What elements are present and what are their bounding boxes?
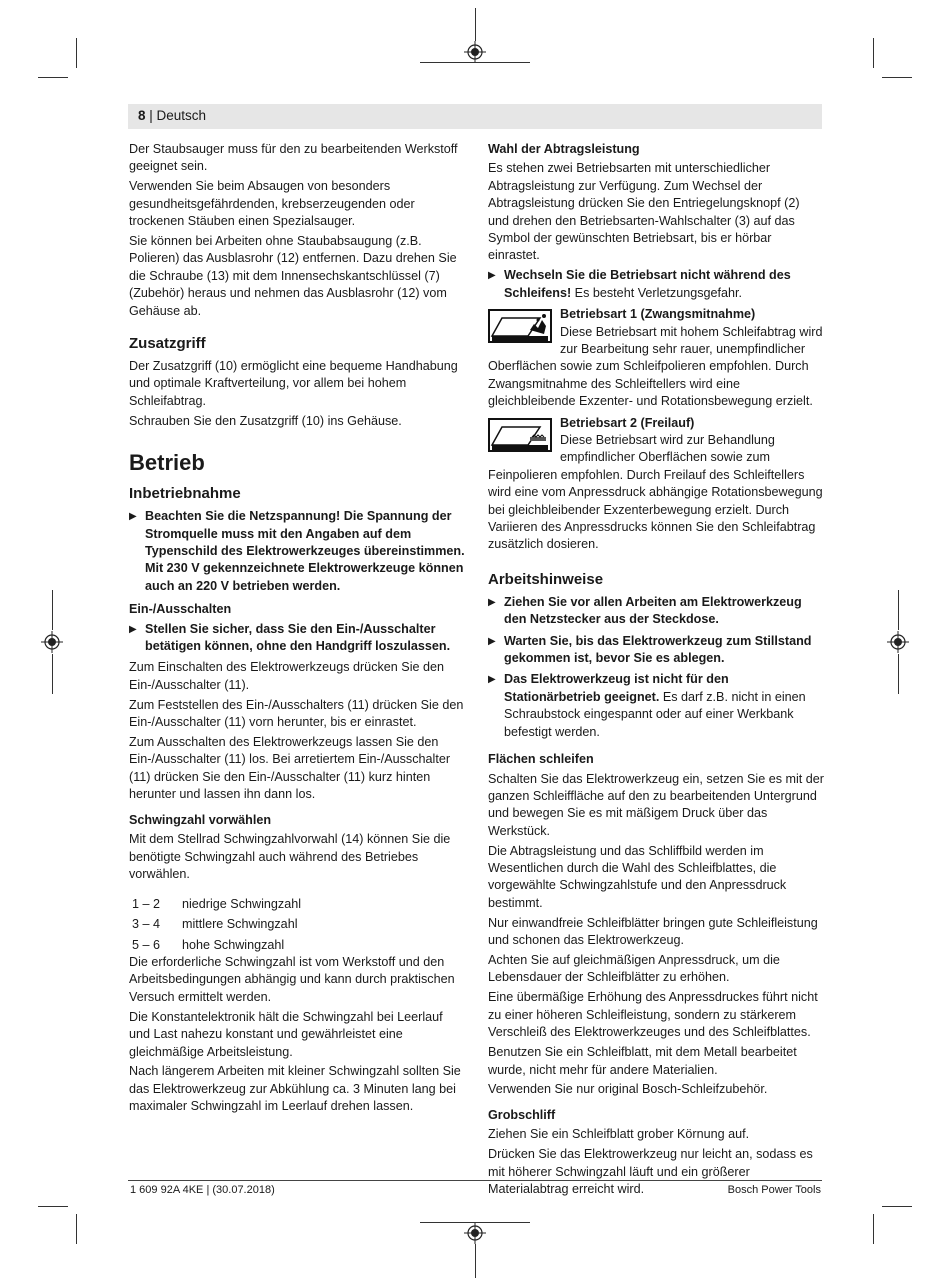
paragraph: Mit dem Stellrad Schwingzahlvorwahl (14) können Sie die benötigte Schwingzahl auch während des Betriebes vorwählen. (129, 832, 451, 881)
paragraph: Ziehen Sie ein Schleifblatt grober Körnung auf. (488, 1127, 750, 1142)
registration-mark-icon (887, 631, 909, 653)
fine-polishing-mode-icon (488, 417, 552, 453)
mode-description: Diese Betriebsart wird zur Behandlung empfindlicher Oberflächen sowie zum Feinpolieren empfohlen. Durch Freilauf des Schleiftellers wird eine vom Anpressdruck abhängige Rotationsbewegung bei gleichbleibender Exzenterbewegung erzielt. Durch Variieren des Anpressdrucks können Sie den Schleifabtrag zusätzlich dosieren. (488, 433, 823, 552)
crop-mark (475, 1244, 476, 1278)
mode-block (488, 415, 824, 554)
coarse-sanding-mode-icon (488, 308, 552, 344)
crop-mark (898, 654, 899, 694)
speed-row (129, 916, 465, 933)
registration-mark-icon (464, 41, 486, 63)
arrow-icon: ▶ (488, 635, 496, 647)
speed-label: mittlere Schwingzahl (182, 917, 298, 932)
crop-mark (76, 38, 77, 68)
bullet-text-rest: Es besteht Verletzungsgefahr. (571, 285, 743, 300)
bullet-text: Wechseln Sie die Betriebsart nicht während des Schleifens! (504, 268, 791, 300)
page-label: 8 | Deutsch (138, 108, 207, 123)
subsection-heading: Grobschliff (488, 1107, 556, 1122)
crop-mark (873, 1214, 874, 1244)
page-header (128, 104, 822, 129)
paragraph: Sie können bei Arbeiten ohne Staubabsaugung (z.B. Polieren) das Ausblasrohr (12) entfernen. Dazu drehen Sie die Schraube (13) mit dem Innensechskantschlüssel (7) (Zubehör) heraus und nehmen das Ausblasrohr (12) vom Gehäuse ab. (129, 234, 457, 318)
footer-rule (128, 1180, 822, 1181)
mode-description: Diese Betriebsart mit hohem Schleifabtrag wird zur Bearbeitung sehr rauer, unempfindlicher Oberflächen sowie zum Schleifpolieren empfohlen. Durch Zwangsmitnahme des Schleiftellers wird eine gleichbleibende Exzenter- und Rotationsbewegung erzielt. (488, 324, 823, 409)
speed-label: niedrige Schwingzahl (182, 896, 302, 911)
paragraph: Benutzen Sie ein Schleifblatt, mit dem Metall bearbeitet wurde, nicht mehr für andere Materialien. (488, 1045, 797, 1077)
warning-bullet (129, 508, 465, 595)
crop-mark (898, 590, 899, 630)
arrow-icon: ▶ (129, 511, 137, 523)
chapter-heading: Betrieb (129, 450, 205, 476)
crop-mark (38, 1206, 68, 1207)
paragraph: Schalten Sie das Elektrowerkzeug ein, setzen Sie es mit der ganzen Schleiffläche auf den zu bearbeitenden Untergrund und bewegen Sie es mit mäßigem Druck über das Werkstück. (488, 771, 825, 838)
subsection-heading: Schwingzahl vorwählen (129, 812, 272, 827)
mode-title: Betriebsart 2 (Freilauf) (560, 415, 695, 430)
paragraph: Schrauben Sie den Zusatzgriff (10) ins Gehäuse. (129, 413, 402, 428)
left-column (129, 141, 465, 1118)
paragraph: Eine übermäßige Erhöhung des Anpressdruckes führt nicht zu einer höheren Schleifleistung, sondern zu stärkerem Verschleiß des Elektrowerkzeuges und des Schleifblattes. (488, 990, 818, 1040)
mode-block (488, 306, 824, 410)
paragraph: Es stehen zwei Betriebsarten mit unterschiedlicher Abtragsleistung zur Verfügung. Zum Wechsel der Abtragsleistung drücken Sie den Entriegelungsknopf (2) und drehen den Betriebsarten-Wahlschalter (3) auf das Symbol der gewünschten Betriebsart, bis er hörbar einrastet. (488, 161, 800, 263)
paragraph: Der Zusatzgriff (10) ermöglicht eine bequeme Handhabung und optimale Kraftverteilung, vor allem bei hohem Schleifabtrag. (129, 359, 458, 408)
paragraph: Verwenden Sie nur original Bosch-Schleifzubehör. (488, 1082, 768, 1097)
arrow-icon: ▶ (488, 270, 496, 282)
bullet-text: Das Elektrowerkzeug ist nicht für den Stationärbetrieb geeignet. (504, 672, 729, 704)
paragraph: Achten Sie auf gleichmäßigen Anpressdruck, um die Lebensdauer der Schleifblätter zu erhöhen. (488, 953, 780, 985)
paragraph: Die Abtragsleistung und das Schliffbild werden im Wesentlichen durch die Wahl des Schleifblattes, die vorgewählte Schwingzahlstufe und den Anpressdruck bestimmt. (488, 843, 787, 910)
bullet-text: Warten Sie, bis das Elektrowerkzeug zum Stillstand gekommen ist, bevor Sie es ablegen. (504, 633, 812, 666)
page-number: 8 (138, 108, 146, 123)
subsection-heading: Flächen schleifen (488, 752, 594, 767)
crop-mark (420, 62, 530, 63)
speed-row (129, 896, 465, 913)
paragraph: Zum Ausschalten des Elektrowerkzeugs lassen Sie den Ein-/Ausschalter (11) los. Bei arretiertem Ein-/Ausschalter (11) drücken Sie den Ein-/Ausschalter (11) kurz hinten herunter und lassen ihn dann los. (129, 735, 451, 802)
subsection-heading: Wahl der Abtragsleistung (488, 142, 640, 156)
section-name: Deutsch (156, 108, 207, 123)
footer-brand: Bosch Power Tools (727, 1184, 821, 1196)
crop-mark (38, 77, 68, 78)
paragraph: Die Konstantelektronik hält die Schwingzahl bei Leerlauf und Last nahezu konstant und gewährleistet eine gleichmäßige Arbeitsleistung. (129, 1009, 443, 1059)
paragraph: Zum Feststellen des Ein-/Ausschalters (11) drücken Sie den Ein-/Ausschalter (11) vorn herunter, bis er einrastet. (129, 697, 464, 730)
section-heading: Inbetriebnahme (129, 485, 241, 503)
warning-bullet (488, 594, 824, 629)
paragraph: Drücken Sie das Elektrowerkzeug nur leicht an, sodass es mit höherer Schwingzahl läuft und ein größerer Materialabtrag erreicht wird. (488, 1147, 813, 1196)
bullet-text-rest: Es darf z.B. nicht in einen Schraubstock eingespannt oder auf einer Werkbank befestigt werden. (504, 689, 806, 739)
mode-title: Betriebsart 1 (Zwangsmitnahme) (560, 307, 756, 322)
bullet-text: Ziehen Sie vor allen Arbeiten am Elektrowerkzeug den Netzstecker aus der Steckdose. (504, 594, 802, 627)
arrow-icon: ▶ (488, 596, 496, 608)
crop-mark (882, 77, 912, 78)
right-column (488, 141, 824, 1201)
registration-mark-icon (41, 631, 63, 653)
paragraph: Verwenden Sie beim Absaugen von besonders gesundheitsgefährdenden, krebserzeugenden oder trockenen Stäuben einen Spezialsauger. (129, 179, 415, 229)
crop-mark (76, 1214, 77, 1244)
paragraph: Nur einwandfreie Schleifblätter bringen gute Schleifleistung und schonen das Elektrowerkzeug. (488, 915, 818, 948)
warning-bullet (488, 671, 824, 741)
arrow-icon: ▶ (488, 674, 496, 686)
crop-mark (475, 8, 476, 41)
crop-mark (882, 1206, 912, 1207)
registration-mark-icon (464, 1222, 486, 1244)
crop-mark (52, 590, 53, 630)
speed-range: 3 – 4 (132, 917, 161, 932)
speed-range: 1 – 2 (132, 896, 161, 911)
arrow-icon: ▶ (129, 623, 137, 635)
bullet-text: Stellen Sie sicher, dass Sie den Ein-/Ausschalter betätigen können, ohne den Handgriff loszulassen. (145, 621, 451, 654)
speed-range: 5 – 6 (132, 937, 161, 952)
speed-label: hohe Schwingzahl (182, 937, 285, 952)
warning-bullet (488, 267, 824, 302)
section-heading: Arbeitshinweise (488, 570, 604, 588)
footer-doc-number: 1 609 92A 4KE | (30.07.2018) (130, 1184, 275, 1196)
crop-mark (420, 1222, 530, 1223)
section-heading: Zusatzgriff (129, 335, 206, 353)
subsection-heading: Ein-/Ausschalten (129, 602, 232, 617)
paragraph: Die erforderliche Schwingzahl ist vom Werkstoff und den Arbeitsbedingungen abhängig und kann durch praktischen Versuch ermittelt werden. (129, 955, 455, 1004)
paragraph: Der Staubsauger muss für den zu bearbeitenden Werkstoff geeignet sein. (129, 142, 458, 174)
crop-mark (52, 654, 53, 694)
warning-bullet (488, 633, 824, 668)
bullet-text: Beachten Sie die Netzspannung! Die Spannung der Stromquelle muss mit den Angaben auf dem Typenschild des Elektrowerkzeuges übereinstimmen. Mit 230 V gekennzeichnete Elektrowerkzeuge können auch an 220 V betrieben werden. (145, 509, 465, 593)
warning-bullet (129, 621, 465, 656)
crop-mark (873, 38, 874, 68)
speed-row (129, 937, 465, 954)
paragraph: Nach längerem Arbeiten mit kleiner Schwingzahl sollten Sie das Elektrowerkzeug zur Abkühlung ca. 3 Minuten lang bei maximaler Schwingzahl im Leerlauf drehen lassen. (129, 1064, 461, 1114)
paragraph: Zum Einschalten des Elektrowerkzeugs drücken Sie den Ein-/Ausschalter (11). (129, 660, 445, 692)
